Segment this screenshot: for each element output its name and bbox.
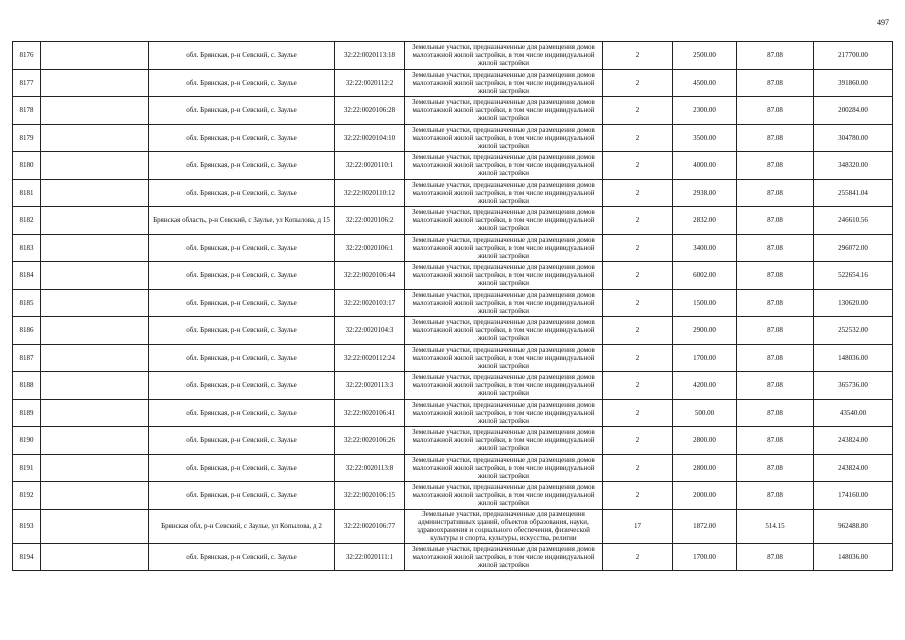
cell-empty [41,179,149,207]
cell-address: обл. Брянская, р-н Севский, с. Заулье [149,454,335,482]
cell-empty [41,509,149,543]
cell-specific-value: 87.08 [737,399,814,427]
cell-specific-value: 514.15 [737,509,814,543]
cell-empty [41,97,149,125]
cell-row-number: 8190 [13,427,41,455]
table-row [13,454,893,482]
cell-permitted-use: Земельные участки, предназначенные для размещения домов малоэтажной жилой застройки, в том числе индивидуальной жилой застройки [405,179,603,207]
cell-use-category: 2 [603,543,673,571]
cell-empty [41,234,149,262]
table-row [13,97,893,125]
cell-specific-value: 87.08 [737,344,814,372]
cell-cadastral-number: 32:22:0020106:28 [335,97,405,125]
cell-address: обл. Брянская, р-н Севский, с. Заулье [149,69,335,97]
cell-cadastral-value: 148036.00 [814,543,893,571]
table-row [13,482,893,510]
page-number: 497 [877,18,889,27]
table-row [13,372,893,400]
cell-cadastral-value: 246610.56 [814,207,893,235]
cell-row-number: 8179 [13,124,41,152]
cell-cadastral-value: 243824.00 [814,427,893,455]
cell-permitted-use: Земельные участки, предназначенные для размещения домов малоэтажной жилой застройки, в том числе индивидуальной жилой застройки [405,234,603,262]
land-registry-table [12,41,893,571]
cell-area: 2800.00 [673,427,737,455]
cell-cadastral-value: 130620.00 [814,289,893,317]
cell-empty [41,69,149,97]
cell-permitted-use: Земельные участки, предназначенные для размещения домов малоэтажной жилой застройки, в том числе индивидуальной жилой застройки [405,124,603,152]
cell-area: 4000.00 [673,152,737,180]
cell-address: Брянская обл, р-н Севский, с Заулье, ул Копылова, д 2 [149,509,335,543]
cell-area: 1872.00 [673,509,737,543]
cell-use-category: 2 [603,97,673,125]
cell-cadastral-number: 32:22:0020106:1 [335,234,405,262]
cell-cadastral-number: 32:22:0020106:2 [335,207,405,235]
table-row [13,344,893,372]
cell-cadastral-number: 32:22:0020112:24 [335,344,405,372]
cell-address: обл. Брянская, р-н Севский, с. Заулье [149,262,335,290]
table-row [13,207,893,235]
cell-use-category: 2 [603,124,673,152]
cell-use-category: 2 [603,454,673,482]
cell-permitted-use: Земельные участки, предназначенные для размещения домов малоэтажной жилой застройки, в том числе индивидуальной жилой застройки [405,344,603,372]
cell-row-number: 8182 [13,207,41,235]
cell-permitted-use: Земельные участки, предназначенные для размещения домов малоэтажной жилой застройки, в том числе индивидуальной жилой застройки [405,207,603,235]
cell-permitted-use: Земельные участки, предназначенные для размещения домов малоэтажной жилой застройки, в том числе индивидуальной жилой застройки [405,427,603,455]
cell-cadastral-number: 32:22:0020104:10 [335,124,405,152]
cell-specific-value: 87.08 [737,234,814,262]
cell-area: 4200.00 [673,372,737,400]
cell-address: обл. Брянская, р-н Севский, с. Заулье [149,482,335,510]
cell-address: обл. Брянская, р-н Севский, с. Заулье [149,152,335,180]
cell-cadastral-number: 32:22:0020113:3 [335,372,405,400]
table-row [13,289,893,317]
cell-address: обл. Брянская, р-н Севский, с. Заулье [149,399,335,427]
cell-cadastral-number: 32:22:0020106:41 [335,399,405,427]
cell-address: Брянская область, р-н Севский, с Заулье, ул Копылова, д 15 [149,207,335,235]
cell-row-number: 8193 [13,509,41,543]
table-row [13,152,893,180]
cell-cadastral-number: 32:22:0020110:1 [335,152,405,180]
cell-empty [41,289,149,317]
cell-cadastral-value: 348320.00 [814,152,893,180]
cell-specific-value: 87.08 [737,207,814,235]
cell-specific-value: 87.08 [737,427,814,455]
cell-cadastral-value: 252532.00 [814,317,893,345]
cell-specific-value: 87.08 [737,482,814,510]
cell-use-category: 17 [603,509,673,543]
cell-area: 2938.00 [673,179,737,207]
cell-specific-value: 87.08 [737,97,814,125]
cell-address: обл. Брянская, р-н Севский, с. Заулье [149,317,335,345]
cell-use-category: 2 [603,262,673,290]
cell-area: 1500.00 [673,289,737,317]
cell-cadastral-value: 365736.00 [814,372,893,400]
table-row [13,543,893,571]
cell-address: обл. Брянская, р-н Севский, с. Заулье [149,543,335,571]
table-body [13,42,893,571]
cell-use-category: 2 [603,399,673,427]
cell-cadastral-value: 304780.00 [814,124,893,152]
cell-cadastral-value: 296072.00 [814,234,893,262]
cell-specific-value: 87.08 [737,454,814,482]
cell-use-category: 2 [603,42,673,70]
cell-use-category: 2 [603,482,673,510]
table-row [13,509,893,543]
cell-cadastral-value: 43540.00 [814,399,893,427]
cell-cadastral-number: 32:22:0020103:17 [335,289,405,317]
cell-area: 1700.00 [673,344,737,372]
cell-empty [41,262,149,290]
cell-row-number: 8183 [13,234,41,262]
cell-specific-value: 87.08 [737,124,814,152]
cell-use-category: 2 [603,289,673,317]
cell-empty [41,207,149,235]
cell-use-category: 2 [603,344,673,372]
cell-area: 2832.00 [673,207,737,235]
cell-cadastral-number: 32:22:0020106:77 [335,509,405,543]
cell-cadastral-number: 32:22:0020106:15 [335,482,405,510]
cell-empty [41,399,149,427]
cell-address: обл. Брянская, р-н Севский, с. Заулье [149,234,335,262]
cell-specific-value: 87.08 [737,179,814,207]
cell-cadastral-number: 32:22:0020106:44 [335,262,405,290]
cell-specific-value: 87.08 [737,372,814,400]
table-row [13,234,893,262]
cell-area: 3400.00 [673,234,737,262]
cell-row-number: 8180 [13,152,41,180]
cell-use-category: 2 [603,69,673,97]
cell-area: 500.00 [673,399,737,427]
cell-row-number: 8178 [13,97,41,125]
cell-empty [41,344,149,372]
cell-row-number: 8181 [13,179,41,207]
cell-empty [41,454,149,482]
cell-cadastral-value: 243824.00 [814,454,893,482]
cell-row-number: 8194 [13,543,41,571]
cell-cadastral-number: 32:22:0020106:26 [335,427,405,455]
cell-permitted-use: Земельные участки, предназначенные для размещения домов малоэтажной жилой застройки, в том числе индивидуальной жилой застройки [405,372,603,400]
table-row [13,317,893,345]
cell-row-number: 8192 [13,482,41,510]
cell-empty [41,317,149,345]
cell-permitted-use: Земельные участки, предназначенные для размещения домов малоэтажной жилой застройки, в том числе индивидуальной жилой застройки [405,454,603,482]
cell-use-category: 2 [603,427,673,455]
cell-row-number: 8177 [13,69,41,97]
cell-use-category: 2 [603,207,673,235]
cell-specific-value: 87.08 [737,289,814,317]
cell-address: обл. Брянская, р-н Севский, с. Заулье [149,179,335,207]
cell-specific-value: 87.08 [737,42,814,70]
table-row [13,399,893,427]
cell-specific-value: 87.08 [737,262,814,290]
cell-cadastral-number: 32:22:0020104:3 [335,317,405,345]
table-row [13,69,893,97]
cell-empty [41,372,149,400]
cell-cadastral-value: 255841.04 [814,179,893,207]
cell-address: обл. Брянская, р-н Севский, с. Заулье [149,372,335,400]
cell-row-number: 8191 [13,454,41,482]
cell-permitted-use: Земельные участки, предназначенные для размещения домов малоэтажной жилой застройки, в том числе индивидуальной жилой застройки [405,482,603,510]
cell-cadastral-value: 522654.16 [814,262,893,290]
cell-specific-value: 87.08 [737,152,814,180]
cell-specific-value: 87.08 [737,543,814,571]
cell-address: обл. Брянская, р-н Севский, с. Заулье [149,427,335,455]
cell-address: обл. Брянская, р-н Севский, с. Заулье [149,124,335,152]
cell-empty [41,427,149,455]
cell-permitted-use: Земельные участки, предназначенные для размещения домов малоэтажной жилой застройки, в том числе индивидуальной жилой застройки [405,317,603,345]
table-row [13,42,893,70]
table-row [13,124,893,152]
cell-area: 2800.00 [673,454,737,482]
cell-permitted-use: Земельные участки, предназначенные для размещения домов малоэтажной жилой застройки, в том числе индивидуальной жилой застройки [405,399,603,427]
cell-cadastral-number: 32:22:0020111:1 [335,543,405,571]
cell-address: обл. Брянская, р-н Севский, с. Заулье [149,42,335,70]
cell-cadastral-value: 962488.80 [814,509,893,543]
cell-permitted-use: Земельные участки, предназначенные для размещения домов малоэтажной жилой застройки, в том числе индивидуальной жилой застройки [405,97,603,125]
cell-area: 2500.00 [673,42,737,70]
cell-cadastral-number: 32:22:0020113:18 [335,42,405,70]
cell-area: 4500.00 [673,69,737,97]
cell-row-number: 8189 [13,399,41,427]
cell-empty [41,543,149,571]
cell-row-number: 8186 [13,317,41,345]
cell-permitted-use: Земельные участки, предназначенные для размещения домов малоэтажной жилой застройки, в том числе индивидуальной жилой застройки [405,289,603,317]
cell-area: 2900.00 [673,317,737,345]
cell-permitted-use: Земельные участки, предназначенные для размещения домов малоэтажной жилой застройки, в том числе индивидуальной жилой застройки [405,543,603,571]
cell-cadastral-number: 32:22:0020113:8 [335,454,405,482]
cell-area: 2300.00 [673,97,737,125]
cell-permitted-use: Земельные участки, предназначенные для размещения домов малоэтажной жилой застройки, в том числе индивидуальной жилой застройки [405,152,603,180]
table-row [13,262,893,290]
cell-use-category: 2 [603,179,673,207]
cell-cadastral-value: 217700.00 [814,42,893,70]
cell-cadastral-value: 148036.00 [814,344,893,372]
cell-cadastral-value: 200284.00 [814,97,893,125]
cell-use-category: 2 [603,317,673,345]
cell-area: 2000.00 [673,482,737,510]
cell-cadastral-number: 32:22:0020110:12 [335,179,405,207]
cell-specific-value: 87.08 [737,69,814,97]
cell-address: обл. Брянская, р-н Севский, с. Заулье [149,97,335,125]
table-row [13,179,893,207]
cell-cadastral-number: 32:22:0020112:2 [335,69,405,97]
cell-area: 3500.00 [673,124,737,152]
table-row [13,427,893,455]
cell-permitted-use: Земельные участки, предназначенные для размещения административных зданий, объектов образования, науки, здравоохранения и социального обеспечения, физической культуры и спорта, культуры, искусства, религии [405,509,603,543]
cell-empty [41,152,149,180]
cell-permitted-use: Земельные участки, предназначенные для размещения домов малоэтажной жилой застройки, в том числе индивидуальной жилой застройки [405,262,603,290]
cell-cadastral-value: 174160.00 [814,482,893,510]
cell-empty [41,482,149,510]
cell-use-category: 2 [603,372,673,400]
cell-use-category: 2 [603,152,673,180]
cell-row-number: 8188 [13,372,41,400]
cell-permitted-use: Земельные участки, предназначенные для размещения домов малоэтажной жилой застройки, в том числе индивидуальной жилой застройки [405,42,603,70]
cell-empty [41,42,149,70]
cell-address: обл. Брянская, р-н Севский, с. Заулье [149,344,335,372]
cell-row-number: 8184 [13,262,41,290]
cell-permitted-use: Земельные участки, предназначенные для размещения домов малоэтажной жилой застройки, в том числе индивидуальной жилой застройки [405,69,603,97]
cell-row-number: 8185 [13,289,41,317]
cell-row-number: 8187 [13,344,41,372]
cell-specific-value: 87.08 [737,317,814,345]
cell-area: 1700.00 [673,543,737,571]
cell-empty [41,124,149,152]
cell-row-number: 8176 [13,42,41,70]
cell-area: 6002.00 [673,262,737,290]
cell-cadastral-value: 391860.00 [814,69,893,97]
cell-address: обл. Брянская, р-н Севский, с. Заулье [149,289,335,317]
cell-use-category: 2 [603,234,673,262]
